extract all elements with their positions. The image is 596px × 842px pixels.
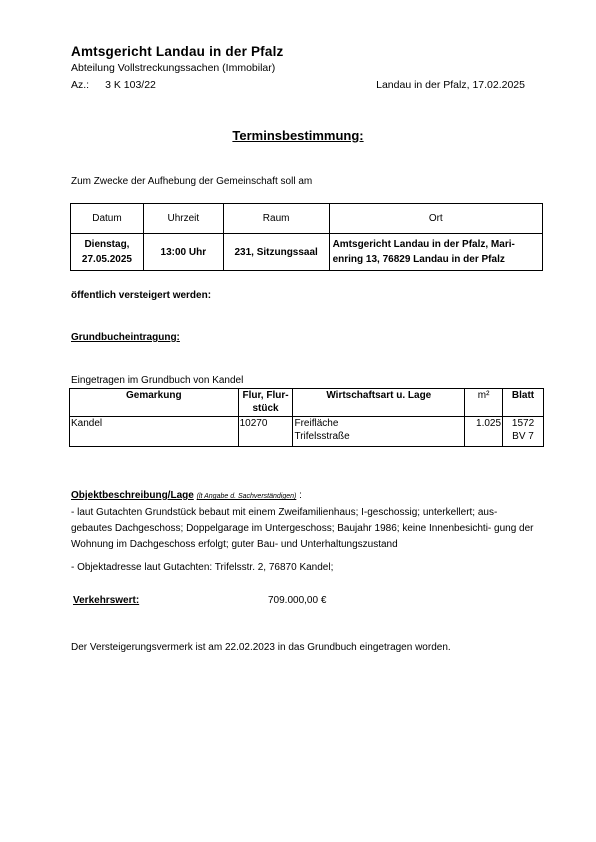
objekt-heading-note: (lt Angabe d. Sachverständigen)	[196, 493, 297, 500]
verkehrswert-value: 709.000,00 €	[268, 595, 327, 606]
case-number-label: Az.:	[71, 79, 90, 91]
header-flur-line2: stück	[252, 403, 279, 414]
department: Abteilung Vollstreckungssachen (Immobilar)	[71, 62, 276, 74]
cell-blatt-line1: 1572	[511, 418, 535, 429]
grundbuch-table	[69, 388, 544, 447]
header-gemarkung: Gemarkung	[70, 389, 239, 417]
cell-wirtschaftsart-line1: Freifläche	[294, 418, 339, 429]
header-m2: m²	[465, 389, 503, 417]
appointment-place-line1: Amtsgericht Landau in der Pfalz, Mari-	[332, 239, 515, 250]
objekt-address: - Objektadresse laut Gutachten: Trifelsstr. 2, 76870 Kandel;	[71, 562, 334, 573]
grundbuch-row	[70, 417, 544, 447]
objekt-heading-colon: :	[299, 490, 302, 501]
header-flur-line1: Flur, Flur-	[242, 390, 289, 401]
cell-gemarkung: Kandel	[70, 417, 239, 447]
objekt-heading-text: Objektbeschreibung/Lage	[71, 490, 194, 501]
grundbuch-intro: Eingetragen im Grundbuch von Kandel	[71, 375, 244, 386]
objekt-heading	[71, 490, 302, 501]
header-datum: Datum	[71, 204, 144, 234]
appointment-row	[71, 234, 543, 271]
cell-flur: 10270	[238, 417, 293, 447]
case-number	[71, 79, 156, 91]
header-blatt: Blatt	[503, 389, 544, 417]
appointment-time: 13:00 Uhr	[143, 234, 223, 271]
intro-text: Zum Zwecke der Aufhebung der Gemeinschaft soll am	[71, 176, 313, 187]
appointment-header-row	[71, 204, 543, 234]
appointment-date-weekday: Dienstag,	[84, 239, 130, 250]
header-flur	[238, 389, 293, 417]
appointment-date-value: 27.05.2025	[81, 254, 132, 265]
case-number-value: 3 K 103/22	[105, 79, 156, 91]
versteigerungsvermerk: Der Versteigerungsvermerk ist am 22.02.2023 in das Grundbuch eingetragen worden.	[71, 642, 451, 653]
cell-wirtschaftsart	[293, 417, 465, 447]
objekt-description: - laut Gutachten Grundstück bebaut mit einem Zweifamilienhaus; I-geschossig; unterkellert; aus- gebautes Dachgeschoss; Doppelgarage im Untergeschoss; Baujahr 1986; keine Innenbesichti- gung der Wohnung im Dachgeschoss erfolgt; guter Bau- und Unterhaltungszustand	[71, 507, 534, 550]
appointment-place-line2: enring 13, 76829 Landau in der Pfalz	[332, 254, 505, 265]
auction-text: öffentlich versteigert werden:	[71, 290, 212, 301]
place-date: Landau in der Pfalz, 17.02.2025	[376, 79, 525, 91]
cell-blatt-line2: BV 7	[512, 431, 534, 442]
cell-blatt	[503, 417, 544, 447]
cell-m2: 1.025	[465, 417, 503, 447]
document-title: Terminsbestimmung:	[232, 128, 364, 143]
appointment-place	[329, 234, 542, 271]
court-name: Amtsgericht Landau in der Pfalz	[71, 44, 284, 59]
grundbuch-header-row	[70, 389, 544, 417]
grundbuch-heading: Grundbucheintragung:	[71, 332, 180, 343]
header-wirtschaftsart: Wirtschaftsart u. Lage	[293, 389, 465, 417]
header-ort: Ort	[329, 204, 542, 234]
header-raum: Raum	[223, 204, 329, 234]
cell-wirtschaftsart-line2: Trifelsstraße	[294, 431, 350, 442]
verkehrswert-label: Verkehrswert:	[73, 595, 140, 606]
appointment-date	[71, 234, 144, 271]
appointment-room: 231, Sitzungssaal	[223, 234, 329, 271]
appointment-table	[70, 203, 543, 271]
header-uhrzeit: Uhrzeit	[143, 204, 223, 234]
